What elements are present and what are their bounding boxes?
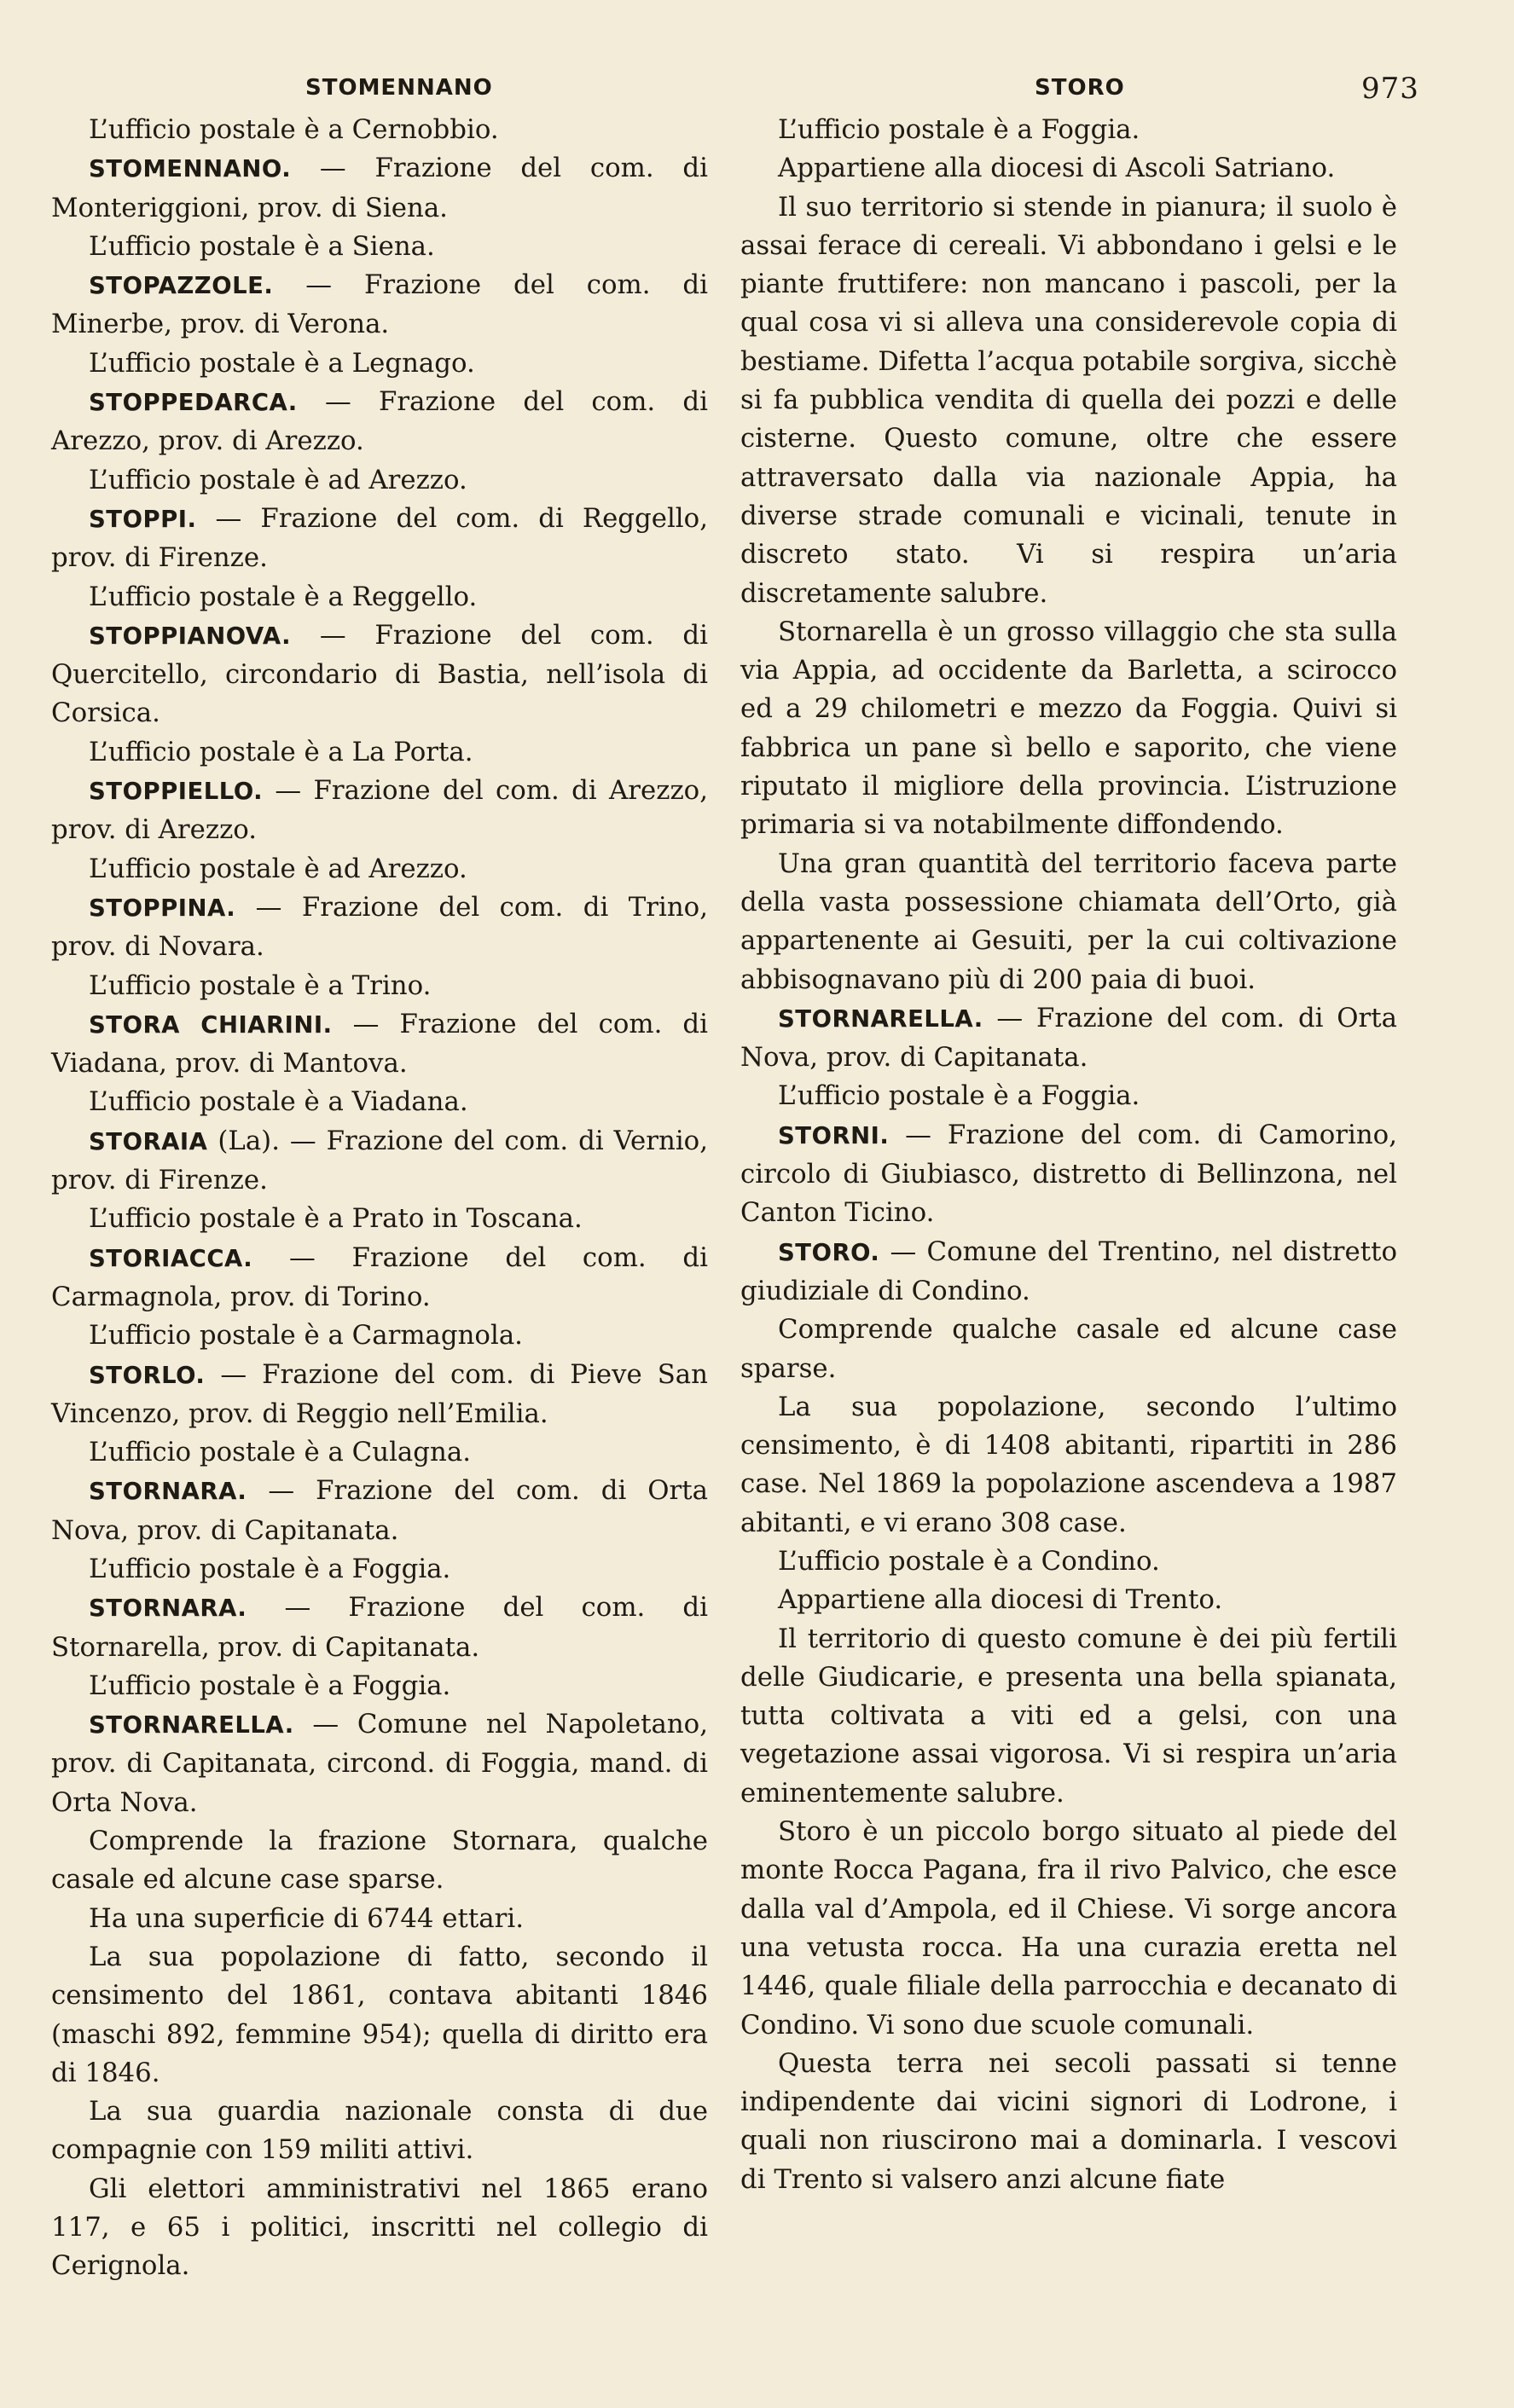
body-paragraph <box>51 344 708 383</box>
body-paragraph <box>740 1311 1397 1388</box>
body-paragraph <box>51 1938 708 2093</box>
entry-text: Stornarella è un grosso villaggio che sta sulla via Appia, ad occidente da Barletta, a scirocco ed a 29 chilometri e mezzo da Foggia. Quivi si fabbrica un pane sì bello e saporito, che viene riputato il migliore della provincia. L’istruzione primaria si va notabilmente diffondendo. <box>740 616 1397 841</box>
entry-text: L’ufficio postale è a Foggia. <box>778 114 1140 145</box>
entry-text: — Frazione del com. di Arezzo, prov. di Arezzo. <box>51 386 708 457</box>
entry-text: — Frazione del com. di Pieve San Vincenzo, prov. di Reggio nell’Emilia. <box>51 1358 708 1429</box>
entry-text: L’ufficio postale è a Foggia. <box>778 1080 1140 1112</box>
entry-headword: STORO. <box>778 1238 880 1266</box>
entry-text: — Frazione del com. di Monteriggioni, prov. di Siena. <box>51 153 708 223</box>
left-column <box>51 111 708 2286</box>
entry-text: L’ufficio postale è a Legnago. <box>89 347 475 379</box>
entry-headword: STOPPI. <box>89 505 197 533</box>
body-paragraph <box>740 1813 1397 2045</box>
entry-paragraph <box>51 1239 708 1317</box>
entry-text: Il territorio di questo comune è dei più fertili delle Giudicarie, e presenta una bella spianata, tutta coltivata a viti ed a gelsi, con una vegetazione assai vigorosa. Vi si respira un’aria eminentemente salubre. <box>740 1623 1397 1809</box>
entry-text: Ha una superficie di 6744 ettari. <box>89 1902 524 1934</box>
entry-headword: STORNARA. <box>89 1478 247 1506</box>
entry-text: — Comune del Trentino, nel distretto giudiziale di Condino. <box>740 1236 1397 1306</box>
entry-text: Questa terra nei secoli passati si tenne indipendente dai vicini signori di Lodrone, i quali non riuscirono mai a dominarla. I vescovi di Trento si valsero anzi alcune fiate <box>740 2047 1397 2195</box>
body-paragraph <box>740 1077 1397 1115</box>
body-paragraph <box>51 1200 708 1238</box>
entry-text: L’ufficio postale è a Trino. <box>89 970 432 1001</box>
entry-text: L’ufficio postale è ad Arezzo. <box>89 853 467 884</box>
entry-headword: STORIACCA. <box>89 1244 253 1272</box>
entry-text: — Frazione del com. di Minerbe, prov. di Verona. <box>51 269 708 340</box>
entry-paragraph <box>51 266 708 344</box>
entry-paragraph <box>51 889 708 967</box>
body-paragraph <box>51 967 708 1005</box>
entry-headword: STOPPIELLO. <box>89 778 264 806</box>
entry-text: Appartiene alla diocesi di Trento. <box>778 1584 1223 1616</box>
body-paragraph <box>51 1667 708 1705</box>
page-number: 973 <box>1361 72 1419 106</box>
entry-headword: STORNI. <box>778 1121 890 1149</box>
entry-paragraph <box>51 772 708 850</box>
body-paragraph <box>51 1900 708 1938</box>
body-paragraph <box>51 733 708 772</box>
body-paragraph <box>740 1620 1397 1813</box>
entry-text: L’ufficio postale è a Foggia. <box>89 1553 451 1584</box>
body-paragraph <box>51 578 708 616</box>
body-paragraph <box>740 1388 1397 1543</box>
body-paragraph <box>740 845 1397 999</box>
running-head-right: STORO <box>1035 75 1125 101</box>
body-paragraph <box>51 228 708 266</box>
entry-text: L’ufficio postale è ad Arezzo. <box>89 464 467 495</box>
entry-text: Il suo territorio si stende in pianura; il suolo è assai ferace di cereali. Vi abbondano i gelsi e le piante fruttifere: non mancano i pascoli, per la qual cosa vi si alleva una considerevole copia di bestiame. Difetta l’acqua potabile sorgiva, sicchè si fa pubblica vendita di quella dei pozzi e delle cisterne. Questo comune, oltre che essere attraversato dalla via nazionale Appia, ha diverse strade comunali e vicinali, tenute in discreto stato. Vi si respira un’aria discretamente salubre. <box>740 191 1397 609</box>
entry-text: — Frazione del com. di Reggello, prov. di Firenze. <box>51 502 708 574</box>
entry-text: L’ufficio postale è a Culagna. <box>89 1437 471 1468</box>
body-paragraph <box>740 1581 1397 1619</box>
entry-text: L’ufficio postale è a Foggia. <box>89 1670 451 1701</box>
body-paragraph <box>51 1433 708 1472</box>
body-paragraph <box>740 1543 1397 1581</box>
entry-text: Comprende la frazione Stornara, qualche casale ed alcune case sparse. <box>51 1826 708 1896</box>
entry-paragraph <box>740 1116 1397 1233</box>
body-paragraph <box>740 111 1397 149</box>
entry-text: La sua guardia nazionale consta di due compagnie con 159 militi attivi. <box>51 2096 708 2166</box>
entry-paragraph <box>51 1122 708 1201</box>
entry-paragraph <box>740 1233 1397 1311</box>
entry-text: — Frazione del com. di Trino, prov. di Novara. <box>51 891 708 963</box>
entry-paragraph <box>51 1005 708 1084</box>
running-head-left: STOMENNANO <box>305 75 493 101</box>
entry-paragraph <box>51 1705 708 1822</box>
entry-headword: STORNARELLA. <box>89 1711 294 1739</box>
entry-text: La sua popolazione di fatto, secondo il censimento del 1861, contava abitanti 1846 (maschi 892, femmine 954); quella di diritto era di 1846. <box>51 1941 708 2088</box>
entry-text: L’ufficio postale è a Siena. <box>89 230 435 262</box>
entry-text: (La). — Frazione del com. di Vernio, prov. di Firenze. <box>51 1125 708 1196</box>
entry-headword: STORNARELLA. <box>778 1004 983 1033</box>
entry-text: Gli elettori amministrativi nel 1865 erano 117, e 65 i politici, inscritti nel collegio di Cerignola. <box>51 2173 708 2282</box>
entry-headword: STOPPINA. <box>89 894 236 922</box>
entry-text: — Frazione del com. di Quercitello, circondario di Bastia, nell’isola di Corsica. <box>51 619 708 729</box>
entry-text: L’ufficio postale è a Viadana. <box>89 1086 468 1118</box>
entry-headword: STOPAZZOLE. <box>89 272 274 300</box>
body-paragraph <box>740 188 1397 613</box>
entry-text: — Frazione del com. di Camorino, circolo di Giubiasco, distretto di Bellinzona, nel Canton Ticino. <box>740 1119 1397 1229</box>
entry-headword: STORAIA <box>89 1127 208 1155</box>
entry-text: — Comune nel Napoletano, prov. di Capitanata, circond. di Foggia, mand. di Orta Nova. <box>51 1709 708 1818</box>
entry-text: L’ufficio postale è a Prato in Toscana. <box>89 1203 583 1235</box>
entry-text: Una gran quantità del territorio faceva parte della vasta possessione chiamata dell’Orto, già appartenente ai Gesuiti, per la cui coltivazione abbisognavano più di 200 paia di buoi. <box>740 848 1397 995</box>
body-paragraph <box>51 2093 708 2170</box>
entry-headword: STORLO. <box>89 1361 206 1389</box>
entry-text: — Frazione del com. di Arezzo, prov. di Arezzo. <box>51 775 708 846</box>
entry-text: L’ufficio postale è a Condino. <box>778 1545 1160 1577</box>
entry-headword: STOMENNANO. <box>89 155 292 183</box>
entry-paragraph <box>51 1356 708 1434</box>
entry-text: L’ufficio postale è a Cernobbio. <box>89 114 499 145</box>
body-paragraph <box>51 111 708 149</box>
entry-paragraph <box>51 500 708 578</box>
entry-text: Storo è un piccolo borgo situato al piede del monte Rocca Pagana, fra il rivo Palvico, che esce dalla val d’Ampola, ed il Chiese. Vi sorge ancora una vetusta rocca. Ha una curazia eretta nel 1446, quale filiale della parrocchia e decanato di Condino. Vi sono due scuole comunali. <box>740 1816 1397 2040</box>
entry-text: Comprende qualche casale ed alcune case sparse. <box>740 1314 1397 1384</box>
entry-paragraph <box>51 1589 708 1667</box>
entry-headword: STORA CHIARINI. <box>89 1010 333 1039</box>
entry-paragraph <box>740 999 1397 1078</box>
entry-text: Appartiene alla diocesi di Ascoli Satriano. <box>778 153 1336 184</box>
entry-text: L’ufficio postale è a Reggello. <box>89 581 478 612</box>
body-paragraph <box>51 1317 708 1355</box>
body-paragraph <box>51 1550 708 1589</box>
entry-text: — Frazione del com. di Orta Nova, prov. di Capitanata. <box>51 1475 708 1546</box>
body-paragraph <box>51 1083 708 1121</box>
body-paragraph <box>740 2045 1397 2199</box>
body-paragraph <box>51 1822 708 1900</box>
entry-text: — Frazione del com. di Stornarella, prov. di Capitanata. <box>51 1592 708 1663</box>
entry-paragraph <box>51 383 708 461</box>
body-paragraph <box>51 850 708 889</box>
entry-text: La sua popolazione, secondo l’ultimo censimento, è di 1408 abitanti, ripartiti in 286 case. Nel 1869 la popolazione ascendeva a 1987 abitanti, e vi erano 308 case. <box>740 1391 1397 1538</box>
entry-headword: STORNARA. <box>89 1595 247 1623</box>
body-paragraph <box>51 2170 708 2286</box>
entry-text: — Frazione del com. di Viadana, prov. di Mantova. <box>51 1008 708 1080</box>
body-paragraph <box>740 149 1397 188</box>
entry-text: L’ufficio postale è a La Porta. <box>89 736 473 767</box>
right-column <box>740 111 1397 2199</box>
entry-headword: STOPPIANOVA. <box>89 622 292 650</box>
entry-paragraph <box>51 1472 708 1550</box>
entry-headword: STOPPEDARCA. <box>89 389 298 417</box>
entry-text: — Frazione del com. di Carmagnola, prov. di Torino. <box>51 1242 708 1312</box>
entry-text: L’ufficio postale è a Carmagnola. <box>89 1320 523 1352</box>
entry-text: — Frazione del com. di Orta Nova, prov. di Capitanata. <box>740 1002 1397 1074</box>
entry-paragraph <box>51 616 708 733</box>
entry-paragraph <box>51 149 708 228</box>
body-paragraph <box>740 613 1397 845</box>
body-paragraph <box>51 461 708 500</box>
